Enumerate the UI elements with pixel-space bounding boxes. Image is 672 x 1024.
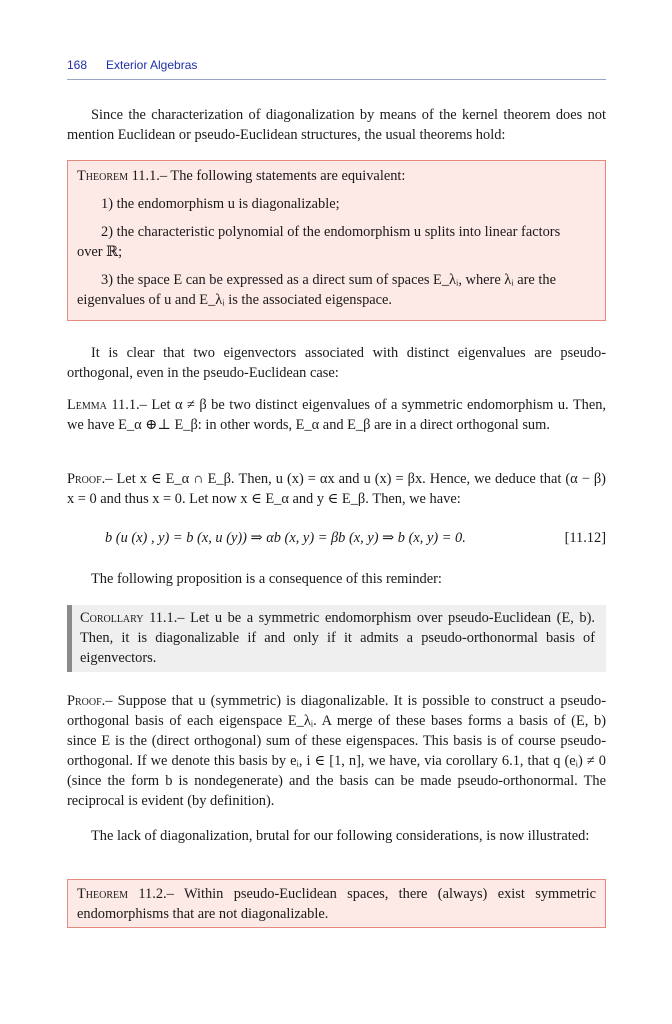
theorem-item-3-line-1: 3) the space E can be expressed as a direct sum of spaces E_λᵢ, where λᵢ are the bbox=[101, 272, 556, 288]
theorem-item-1: 1) the endomorphism u is diagonalizable; bbox=[101, 196, 340, 212]
corollary-label: Corollary bbox=[80, 610, 144, 626]
lemma-label: Lemma bbox=[67, 397, 107, 413]
proof-1 bbox=[67, 469, 606, 509]
theorem-label: Theorem bbox=[77, 168, 129, 184]
corollary-number: 11.1.– bbox=[149, 610, 185, 626]
corollary-11-1-box bbox=[67, 605, 606, 672]
theorem-11-2-box bbox=[67, 879, 606, 928]
running-header bbox=[67, 57, 606, 80]
theorem-item-3-line-2: eigenvalues of u and E_λᵢ is the associated eigenspace. bbox=[77, 292, 393, 308]
lemma-11-1 bbox=[67, 395, 606, 435]
corollary-text: Let u be a symmetric endomorphism over pseudo-Euclidean (E, b). Then, it is diagonalizable if and only if it admits a pseudo-orthonormal basis of eigenvectors. bbox=[80, 610, 595, 666]
theorem-number: 11.1.– bbox=[131, 168, 168, 184]
theorem-11-1-heading bbox=[77, 166, 596, 186]
theorem-2-text: Within pseudo-Euclidean spaces, there (always) exist symmetric endomorphisms that are not diagonalizable. bbox=[77, 886, 596, 922]
intro-paragraph: Since the characterization of diagonalization by means of the kernel theorem does not mention Euclidean or pseudo-Euclidean structures, the usual theorems hold: bbox=[67, 107, 606, 143]
page-number: 168 bbox=[67, 58, 88, 72]
equation-formula: b (u (x) , y) = b (x, u (y)) ⇒ αb (x, y) = βb (x, y) ⇒ b (x, y) = 0. bbox=[105, 530, 466, 546]
paragraph-pseudo-orthogonal: It is clear that two eigenvectors associated with distinct eigenvalues are pseudo-orthogonal, even in the pseudo-Euclidean case: bbox=[67, 345, 606, 381]
proof-2 bbox=[67, 691, 606, 811]
paragraph-lack-of-diagonalization: The lack of diagonalization, brutal for our following considerations, is now illustrated: bbox=[91, 828, 590, 844]
theorem-11-2 bbox=[77, 884, 596, 924]
chapter-title: Exterior Algebras bbox=[106, 58, 198, 72]
proof-2-label: Proof.– bbox=[67, 693, 113, 709]
lemma-number: 11.1.– bbox=[111, 397, 147, 413]
corollary-11-1 bbox=[80, 608, 595, 668]
theorem-item-2-line-2: over ℝ; bbox=[77, 244, 123, 260]
theorem-2-number: 11.2.– bbox=[138, 886, 174, 902]
theorem-item-2-line-1: 2) the characteristic polynomial of the endomorphism u splits into linear factors bbox=[101, 224, 561, 240]
paragraph-reminder: The following proposition is a consequence of this reminder: bbox=[91, 571, 442, 587]
theorem-2-label: Theorem bbox=[77, 886, 129, 902]
proof-1-label: Proof.– bbox=[67, 471, 113, 487]
theorem-11-1-box bbox=[67, 160, 606, 321]
theorem-statement: The following statements are equivalent: bbox=[170, 168, 406, 184]
lemma-text: Let α ≠ β be two distinct eigenvalues of a symmetric endomorphism u. Then, we have E_α ⊕⊥ E_β: in other words, E_α and E_β are in a direct orthogonal sum. bbox=[67, 397, 607, 433]
proof-1-text: Let x ∈ E_α ∩ E_β. Then, u (x) = αx and u (x) = βx. Hence, we deduce that (α − β) x = 0 and thus x = 0. Let now x ∈ E_α and y ∈ E_β. Then, we have: bbox=[67, 471, 606, 507]
equation-number: [11.12] bbox=[564, 530, 606, 546]
proof-2-text: Suppose that u (symmetric) is diagonalizable. It is possible to construct a pseudo-orthogonal basis of each eigenspace E_λᵢ. A merge of these bases forms a basis of (E, b) since E is the (direct orthogonal) sum of these eigenspaces. This basis is of course pseudo-orthogonal. If we denote this basis by eᵢ, i ∈ [1, n], we have, via corollary 6.1, that q (eᵢ) ≠ 0 (since the form b is nondegenerate) and the basis can be made pseudo-orthonormal. The reciprocal is evident (by definition). bbox=[67, 693, 606, 809]
